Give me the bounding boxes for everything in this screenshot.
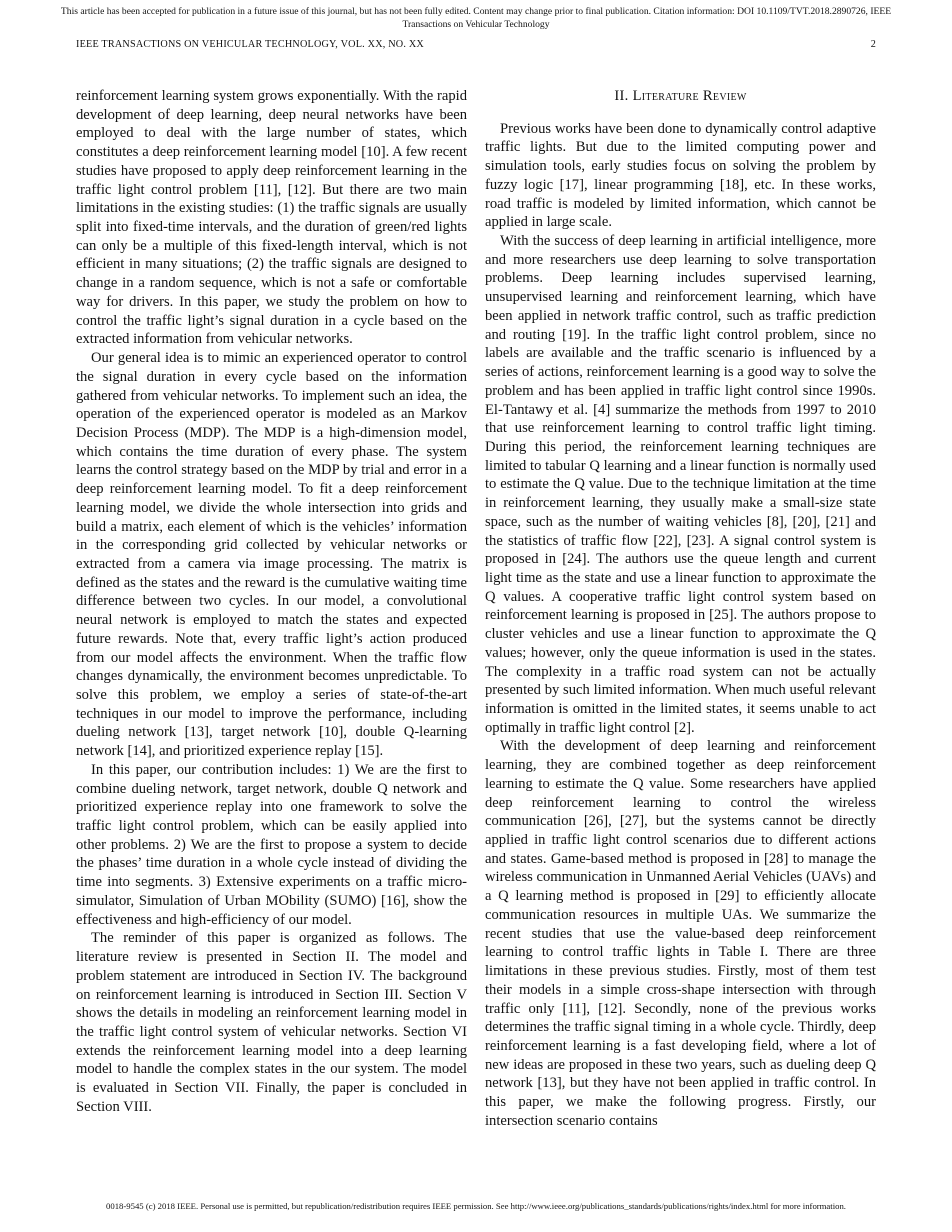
paragraph-general-idea: Our general idea is to mimic an experienced operator to control the signal duration in every cycle based on the information gathered from vehicular networks. To implement such an idea, the operation of the experienced operator is modeled as an Markov Decision Process (MDP). The MDP is a high-dimension model, which contains the time duration of every phase. The system learns the control strategy based on the MDP by trial and error in a deep reinforcement learning model. To fit a deep reinforcement learning model, we divide the whole intersection into grids and build a matrix, each element of which is the vehicles’ information in the corresponding grid collected by vehicular networks or extracted from a camera via image processing. The matrix is defined as the states and the reward is the cumulative waiting time difference between two cycles. In our model, a convolutional neural network is employed to match the states and expected future rewards. Note that, every traffic light’s action produced from our model affects the environment. When the traffic flow changes dynamically, the environment becomes unpredictable. To solve this problem, we employ a series of state-of-the-art techniques in our model to improve the performance, including dueling network [13], target network [10], double Q-learning network [14], and prioritized experience replay [15].: [76, 350, 467, 760]
paragraph-continued: reinforcement learning system grows exponentially. With the rapid development of deep learning, deep neural networks have been employed to deal with the large number of states, which constitutes a deep reinforcement learning model [10]. A few recent studies have proposed to apply deep reinforcement learning in the traffic light control problem [11], [12]. But there are two main limitations in the existing studies: (1) the traffic signals are usually split into fixed-time intervals, and the duration of green/red lights can only be a multiple of this fixed-length interval, which is not efficient in many situations; (2) the traffic signals are designed to change in a random sequence, which is not a safe or comfortable way for drivers. In this paper, we study the problem on how to control the traffic light’s signal duration in a cycle based on the extracted information from vehicular networks.: [76, 88, 467, 348]
publication-notice-banner: [0, 5, 952, 31]
section-heading-literature-review: II. Literature Review: [614, 88, 747, 104]
left-column: [76, 87, 467, 1117]
right-column: [485, 87, 876, 1131]
publication-notice-line-1: This article has been accepted for publication in a future issue of this journal, but has not been fully edited. Content may change prior to final publication. Citation information: DOI 10.1109/TVT.2018.2890726, IEEE: [60, 6, 892, 17]
page-number: 2: [870, 39, 876, 50]
running-head: [76, 39, 876, 53]
paragraph-contributions: In this paper, our contribution includes: 1) We are the first to combine dueling network, target network, double Q network and prioritized experience replay into one framework to solve the traffic light control problem, which can be easily applied into other problems. 2) We are the first to propose a system to decide the phases’ time duration in a whole cycle instead of dividing the time into segments. 3) Extensive experiments on a traffic micro-simulator, Simulation of Urban MObility (SUMO) [16], show the effectiveness and high-efficiency of our model.: [76, 761, 467, 928]
publication-notice-line-2: Transactions on Vehicular Technology: [402, 19, 550, 30]
paragraph-previous-works: Previous works have been done to dynamically control adaptive traffic lights. But due to the limited computing power and simulation tools, early studies focus on solving the problem by fuzzy logic [17], linear programming [18], etc. In these works, road traffic is modeled by limited information, which cannot be applied in large scale.: [485, 120, 876, 231]
copyright-footer: 0018-9545 (c) 2018 IEEE. Personal use is permitted, but republication/redistribution requires IEEE permission. See http://www.ieee.org/publications_standards/publications/rights/index.html for more information.: [106, 1201, 846, 1211]
journal-title: IEEE TRANSACTIONS ON VEHICULAR TECHNOLOGY, VOL. XX, NO. XX: [76, 39, 424, 50]
paragraph-deep-learning-success: With the success of deep learning in artificial intelligence, more and more researchers use deep learning to solve transportation problems. Deep learning includes supervised learning, unsupervised learning and reinforcement learning, which have been applied in network traffic control, such as traffic prediction and routing [19]. In the traffic light control problem, since no labels are available and the traffic scenario is influenced by a series of actions, reinforcement learning is a good way to solve the problem and has been applied in traffic light control since 1990s. El-Tantawy et al. [4] summarize the methods from 1997 to 2010 that use reinforcement learning to control traffic light timing. During this period, the reinforcement learning techniques are limited to tabular Q learning and a linear function is normally used to estimate the Q value. Due to the technique limitation at the time in reinforcement learning, they usually make a small-size state space, such as the number of waiting vehicles [8], [20], [21] and the statistics of traffic flow [22], [23]. A signal control system is proposed in [24]. The authors use the queue length and current light time as the state and use a linear function to approximate the Q values. A cooperative traffic light control system based on reinforcement learning is proposed in [25]. The authors propose to cluster vehicles and use a linear function to approximate the Q values; however, only the queue information is used in the states. The complexity in a traffic road system can not be actually presented by such limited information. When much useful relevant information is omitted in the limited states, it seems unable to act optimally in traffic light control [2].: [485, 233, 876, 736]
paragraph-deep-reinforcement-learning: With the development of deep learning and reinforcement learning, they are combined together as deep reinforcement learning to estimate the Q value. Some researchers have applied deep reinforcement learning to control the wireless communication [26], [27], but the systems cannot be directly applied in traffic light control scenarios due to different actions and states. Game-based method is proposed in [28] to manage the wireless communication in Unmanned Aerial Vehicles (UAVs) and a Q learning method is proposed in [29] to efficiently allocate communication resources in multiple UAs. We summarize the recent studies that use the value-based deep reinforcement learning to control traffic lights in Table I. There are three limitations in these previous studies. Firstly, most of them test their models in a simple cross-shape intersection with through traffic only [11], [12]. Secondly, none of the previous works determines the traffic signal timing in a whole cycle. Thirdly, deep reinforcement learning is a fast developing field, where a lot of new ideas are proposed in these two years, such as dueling deep Q network [13], but they have not been applied in traffic control. In this paper, we make the following progress. Firstly, our intersection scenario contains: [485, 738, 876, 1129]
paragraph-organization: The reminder of this paper is organized as follows. The literature review is presented in Section II. The model and problem statement are introduced in Section IV. The background on reinforcement learning is introduced in Section III. Section V shows the details in modeling an reinforcement learning model in the traffic light control system of vehicular networks. Section VI extends the reinforcement learning model into a deep learning model to handle the complex states in the our system. The model is evaluated in Section VII. Finally, the paper is concluded in Section VIII.: [76, 930, 467, 1115]
